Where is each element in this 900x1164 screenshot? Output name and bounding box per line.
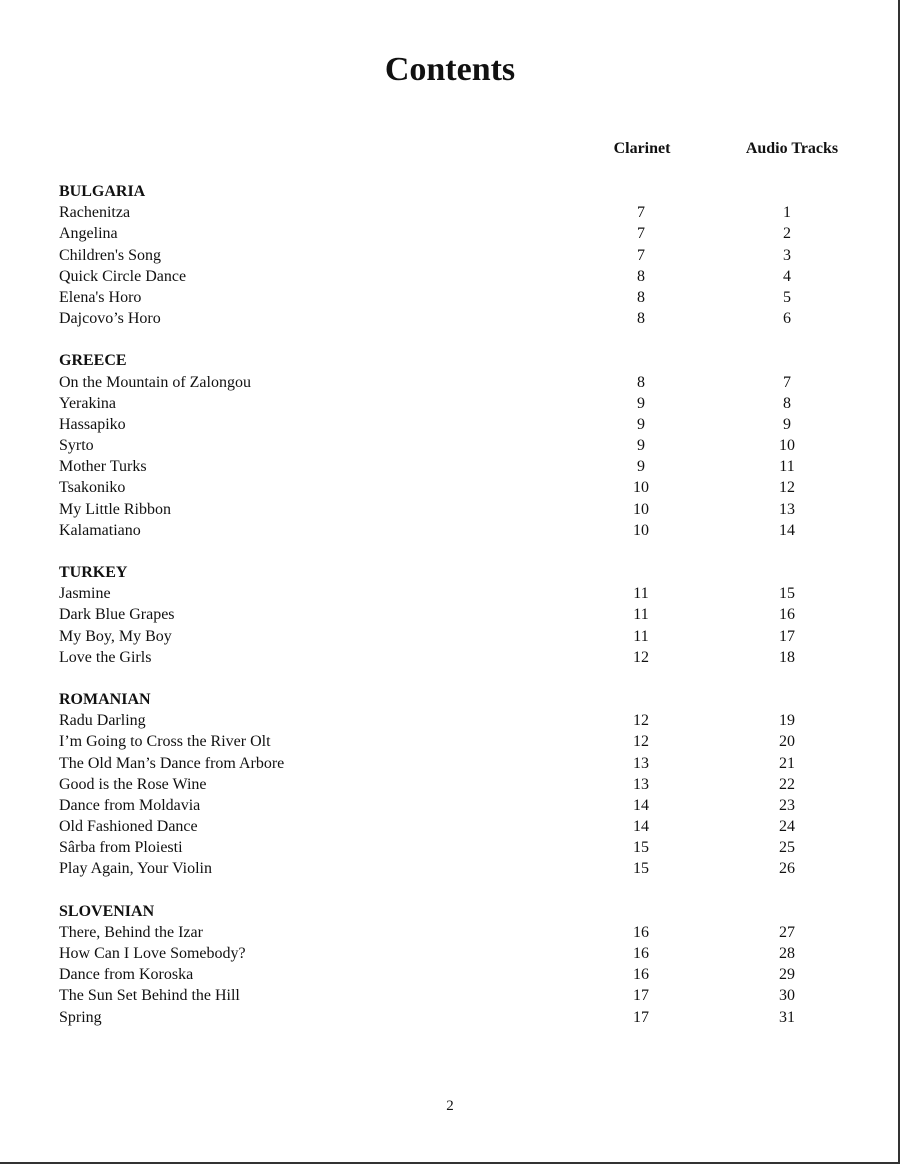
entry-title: Sârba from Ploiesti xyxy=(59,839,183,857)
entry-title: Play Again, Your Violin xyxy=(59,860,212,878)
entry-clarinet-page: 12 xyxy=(633,712,649,730)
entry-title: Elena's Horo xyxy=(59,288,142,306)
toc-entry xyxy=(59,753,859,774)
entry-clarinet-page: 17 xyxy=(633,1008,649,1026)
entry-clarinet-page: 15 xyxy=(633,839,649,857)
entry-clarinet-page: 8 xyxy=(637,267,645,285)
toc-entry xyxy=(59,287,859,308)
toc-entry xyxy=(59,223,859,244)
toc-entry xyxy=(59,414,859,435)
entry-audio-track: 2 xyxy=(783,225,791,243)
entry-clarinet-page: 7 xyxy=(637,204,645,222)
entry-clarinet-page: 16 xyxy=(633,945,649,962)
entry-title: Radu Darling xyxy=(59,712,146,730)
toc-entry xyxy=(59,266,859,287)
entry-audio-track: 17 xyxy=(779,627,795,645)
entry-audio-track: 20 xyxy=(779,733,795,751)
entry-audio-track: 29 xyxy=(779,966,795,984)
section-title: ROMANIAN xyxy=(59,690,151,708)
entry-clarinet-page: 12 xyxy=(633,733,649,751)
entry-audio-track: 3 xyxy=(783,246,791,264)
toc-entry xyxy=(59,858,859,879)
entry-title: Angelina xyxy=(59,225,118,243)
entry-title: There, Behind the Izar xyxy=(59,923,203,941)
entry-audio-track: 11 xyxy=(779,458,795,476)
entry-title: Syrto xyxy=(59,437,94,455)
toc-entry xyxy=(59,499,859,520)
toc-entry xyxy=(59,626,859,647)
entry-audio-track: 30 xyxy=(779,987,795,1005)
section-title: GREECE xyxy=(59,352,127,370)
entry-title: Love the Girls xyxy=(59,648,152,666)
entry-audio-track: 15 xyxy=(779,585,795,603)
entry-audio-track: 31 xyxy=(779,1008,795,1026)
entry-clarinet-page: 14 xyxy=(633,818,649,836)
entry-clarinet-page: 12 xyxy=(633,648,649,666)
entry-audio-track: 27 xyxy=(779,923,795,941)
entry-audio-track: 6 xyxy=(783,310,791,328)
section-title: TURKEY xyxy=(59,564,128,581)
toc-entry xyxy=(59,202,859,223)
toc-entry xyxy=(59,922,859,943)
entry-audio-track: 18 xyxy=(779,648,795,666)
toc-entry xyxy=(59,245,859,266)
entry-title: Rachenitza xyxy=(59,204,131,222)
toc-entry xyxy=(59,943,859,964)
toc-entry xyxy=(59,1007,859,1028)
entry-clarinet-page: 9 xyxy=(637,437,645,455)
entry-title: Tsakoniko xyxy=(59,479,126,497)
toc-entry xyxy=(59,520,859,541)
entry-clarinet-page: 16 xyxy=(633,923,649,941)
entry-title: Good is the Rose Wine xyxy=(59,775,207,793)
entry-clarinet-page: 8 xyxy=(637,373,645,391)
section-slovenian xyxy=(59,901,859,1028)
entry-clarinet-page: 8 xyxy=(637,288,645,306)
toc-entry xyxy=(59,393,859,414)
entry-title: Spring xyxy=(59,1008,102,1026)
toc-entry xyxy=(59,647,859,668)
toc-entry xyxy=(59,985,859,1006)
entry-clarinet-page: 8 xyxy=(637,310,645,328)
entry-title: On the Mountain of Zalongou xyxy=(59,373,251,391)
entry-clarinet-page: 9 xyxy=(637,394,645,412)
entry-title: Quick Circle Dance xyxy=(59,267,187,285)
entry-audio-track: 1 xyxy=(783,204,791,222)
entry-clarinet-page: 17 xyxy=(633,987,649,1005)
entry-audio-track: 14 xyxy=(779,521,795,539)
toc-entry xyxy=(59,774,859,795)
entry-title: Kalamatiano xyxy=(59,521,141,539)
entry-clarinet-page: 11 xyxy=(633,627,649,645)
entry-audio-track: 9 xyxy=(783,415,791,433)
entry-audio-track: 13 xyxy=(779,500,795,518)
toc-entry xyxy=(59,435,859,456)
entry-title: Dark Blue Grapes xyxy=(59,606,175,624)
entry-clarinet-page: 7 xyxy=(637,246,645,264)
toc-entry xyxy=(59,731,859,752)
entry-title: My Little Ribbon xyxy=(59,500,171,518)
toc-entry xyxy=(59,795,859,816)
table-of-contents xyxy=(59,181,859,1049)
entry-clarinet-page: 13 xyxy=(633,775,649,793)
entry-audio-track: 23 xyxy=(779,796,795,814)
entry-title: How Can I Love Somebody? xyxy=(59,945,246,962)
entry-title: The Old Man’s Dance from Arbore xyxy=(59,754,285,772)
entry-audio-track: 10 xyxy=(779,437,795,455)
entry-clarinet-page: 9 xyxy=(637,415,645,433)
page-title: Contents xyxy=(384,51,516,88)
entry-audio-track: 7 xyxy=(783,373,791,391)
entry-clarinet-page: 10 xyxy=(633,500,649,518)
toc-entry xyxy=(59,710,859,731)
section-greece xyxy=(59,350,859,541)
entry-title: Hassapiko xyxy=(59,415,126,433)
entry-audio-track: 21 xyxy=(779,754,795,772)
entry-title: Mother Turks xyxy=(59,458,147,476)
entry-title: Old Fashioned Dance xyxy=(59,818,198,836)
toc-entry xyxy=(59,964,859,985)
entry-title: Dajcovo’s Horo xyxy=(59,310,161,328)
entry-title: My Boy, My Boy xyxy=(59,627,172,645)
entry-title: Dance from Koroska xyxy=(59,966,194,984)
toc-entry xyxy=(59,837,859,858)
toc-entry xyxy=(59,816,859,837)
toc-entry xyxy=(59,604,859,625)
entry-title: Yerakina xyxy=(59,394,117,412)
entry-title: The Sun Set Behind the Hill xyxy=(59,987,240,1005)
entry-audio-track: 28 xyxy=(779,945,795,962)
toc-entry xyxy=(59,456,859,477)
entry-clarinet-page: 14 xyxy=(633,796,649,814)
entry-clarinet-page: 11 xyxy=(633,606,649,624)
entry-audio-track: 4 xyxy=(783,267,791,285)
section-title: SLOVENIAN xyxy=(59,902,155,920)
entry-audio-track: 5 xyxy=(783,288,791,306)
entry-audio-track: 12 xyxy=(779,479,795,497)
entry-audio-track: 25 xyxy=(779,839,795,857)
entry-clarinet-page: 10 xyxy=(633,521,649,539)
entry-audio-track: 24 xyxy=(779,818,795,836)
entry-title: Children's Song xyxy=(59,246,161,264)
section-romanian xyxy=(59,689,859,880)
entry-audio-track: 16 xyxy=(779,606,795,624)
entry-title: Dance from Moldavia xyxy=(59,796,201,814)
page-number: 2 xyxy=(446,1098,454,1114)
toc-entry xyxy=(59,477,859,498)
entry-clarinet-page: 11 xyxy=(633,585,649,603)
entry-audio-track: 22 xyxy=(779,775,795,793)
entry-clarinet-page: 16 xyxy=(633,966,649,984)
section-title: BULGARIA xyxy=(59,183,146,200)
toc-entry xyxy=(59,583,859,604)
column-header-audio-tracks: Audio Tracks xyxy=(745,140,839,157)
entry-title: Jasmine xyxy=(59,585,111,603)
entry-audio-track: 26 xyxy=(779,860,795,878)
toc-entry xyxy=(59,372,859,393)
toc-entry xyxy=(59,308,859,329)
entry-title: I’m Going to Cross the River Olt xyxy=(59,733,271,751)
entry-clarinet-page: 7 xyxy=(637,225,645,243)
entry-clarinet-page: 9 xyxy=(637,458,645,476)
entry-clarinet-page: 10 xyxy=(633,479,649,497)
section-bulgaria xyxy=(59,181,859,329)
section-turkey xyxy=(59,562,859,668)
entry-audio-track: 19 xyxy=(779,712,795,730)
entry-audio-track: 8 xyxy=(783,394,791,412)
entry-clarinet-page: 13 xyxy=(633,754,649,772)
column-header-clarinet: Clarinet xyxy=(613,140,671,157)
entry-clarinet-page: 15 xyxy=(633,860,649,878)
